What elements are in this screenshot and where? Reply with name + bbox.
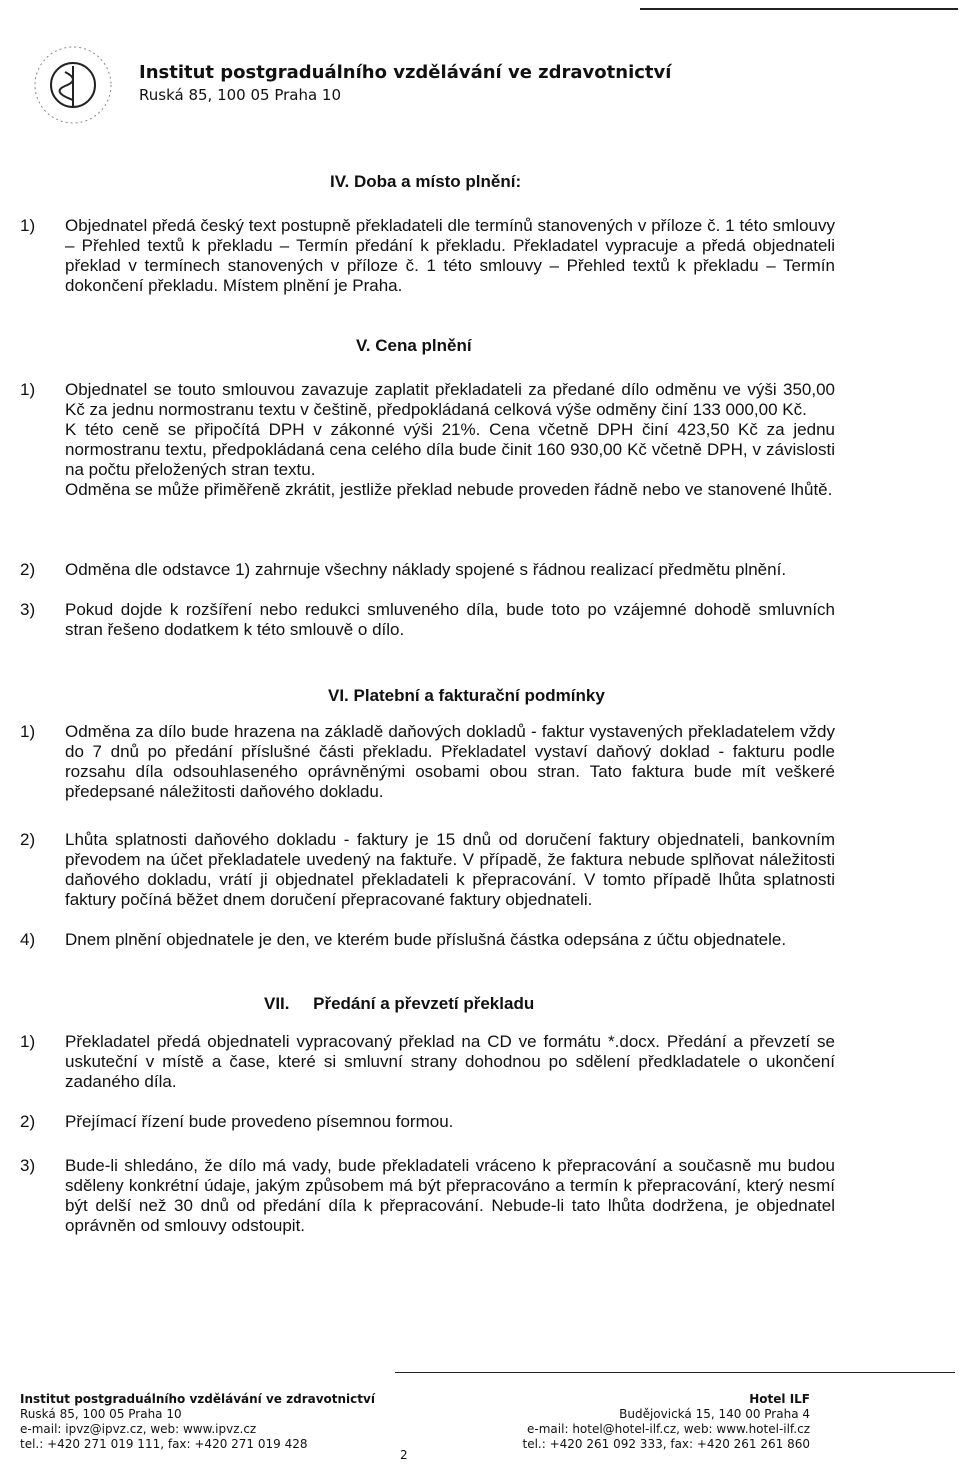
section-title: IV. Doba a místo plnění: [330,172,522,191]
header-title: Institut postgraduálního vzdělávání ve zdravotnictví [139,62,672,83]
item-number: 3) [20,600,36,619]
item-text: Odměna dle odstavce 1) zahrnuje všechny náklady spojené s řádnou realizací předmětu plnění. [65,560,787,579]
item-text: K této ceně se připočítá DPH v zákonné výši 21%. Cena včetně DPH činí 423,50 Kč za jednu normostranu textu, předpokládaná cena celého díla bude činit 160 930,00 Kč včetně DPH, v závislosti na počtu přeložených stran textu. [65,420,835,479]
institute-logo-icon [18,30,128,140]
footer-right-address: Budějovická 15, 140 00 Praha 4 [619,1407,810,1421]
footer-left-name: Institut postgraduálního vzdělávání ve zdravotnictví [20,1392,375,1406]
item-number: 1) [20,216,36,235]
item-text: Odměna za dílo bude hrazena na základě daňových dokladů - faktur vystavených překladatelem vždy do 7 dnů po předání příslušné části překladu. Překladatel vystaví daňový doklad - fakturu podle rozsahu díla odsouhlaseného oprávněnými osobami obou stran. Tato faktura bude mít veškeré předepsané náležitosti daňového dokladu. [65,722,835,801]
item-number: 1) [20,1032,36,1051]
footer-right-contact: e-mail: hotel@hotel-ilf.cz, web: www.hotel-ilf.cz [527,1422,810,1436]
item-text: Přejímací řízení bude provedeno písemnou formou. [65,1112,454,1131]
item-text: Objednatel se touto smlouvou zavazuje zaplatit překladateli za předané dílo odměnu ve výši 350,00 Kč za jednu normostranu textu v češtině, předpokládaná celková výše odměny činí 133 000,00 Kč. [65,380,835,419]
section-title: VII. Předání a převzetí překladu [264,994,535,1013]
item-number: 1) [20,380,36,399]
item-text: Dnem plnění objednatele je den, ve kterém bude příslušná částka odepsána z účtu objednatele. [65,930,787,949]
item-text: Lhůta splatnosti daňového dokladu - faktury je 15 dnů od doručení faktury objednateli, bankovním převodem na účet překladatele uvedený na faktuře. V případě, že faktura nebude splňovat náležitosti daňového dokladu, vrátí ji objednatel překladateli k přepracování. V tomto případě lhůta splatnosti faktury počíná běžet dnem doručení přepracované faktury objednateli. [65,830,835,909]
section-title: V. Cena plnění [356,336,472,355]
page-number: 2 [400,1448,408,1462]
footer-right-phone: tel.: +420 261 092 333, fax: +420 261 261 860 [522,1437,810,1451]
footer-left-address: Ruská 85, 100 05 Praha 10 [20,1407,182,1421]
item-number: 1) [20,722,36,741]
top-rule [640,8,958,10]
item-text: Pokud dojde k rozšíření nebo redukci smluveného díla, bude toto po vzájemné dohodě smluvních stran řešeno dodatkem k této smlouvě o dílo. [65,600,835,639]
item-number: 2) [20,830,36,849]
footer-right [523,1392,811,1452]
item-number: 2) [20,1112,36,1131]
footer-left [20,1392,375,1452]
footer-left-contact: e-mail: ipvz@ipvz.cz, web: www.ipvz.cz [20,1422,257,1436]
item-text: Bude-li shledáno, že dílo má vady, bude překladateli vráceno k přepracování a současně mu budou sděleny konkrétní údaje, jakým způsobem má být přepracováno a termín k přepracování, který nesmí být delší než 30 dnů od předání díla k přepracování. Nebude-li tato lhůta dodržena, je objednatel oprávněn od smlouvy odstoupit. [65,1156,835,1235]
item-text: Objednatel předá český text postupně překladateli dle termínů stanovených v příloze č. 1 této smlouvy – Přehled textů k překladu – Termín předání k překladu. Překladatel vypracuje a předá objednateli překlad v termínech stanovených v příloze č. 1 této smlouvy – Přehled textů k překladu – Termín dokončení překladu. Místem plnění je Praha. [65,216,835,295]
section-title: VI. Platební a fakturační podmínky [328,686,605,705]
footer-rule [395,1372,955,1373]
item-text: Překladatel předá objednateli vypracovaný překlad na CD ve formátu *.docx. Předání a převzetí se uskuteční v místě a čase, které si smluvní strany dohodnou po sdělení předkladatele o ukončení zadaného díla. [65,1032,835,1091]
item-number: 4) [20,930,36,949]
header-address: Ruská 85, 100 05 Praha 10 [139,86,342,104]
footer-left-phone: tel.: +420 271 019 111, fax: +420 271 019 428 [20,1437,308,1451]
item-number: 2) [20,560,36,579]
item-text: Odměna se může přiměřeně zkrátit, jestliže překlad nebude proveden řádně nebo ve stanovené lhůtě. [65,480,833,499]
footer-right-name: Hotel ILF [749,1392,810,1406]
item-number: 3) [20,1156,36,1175]
